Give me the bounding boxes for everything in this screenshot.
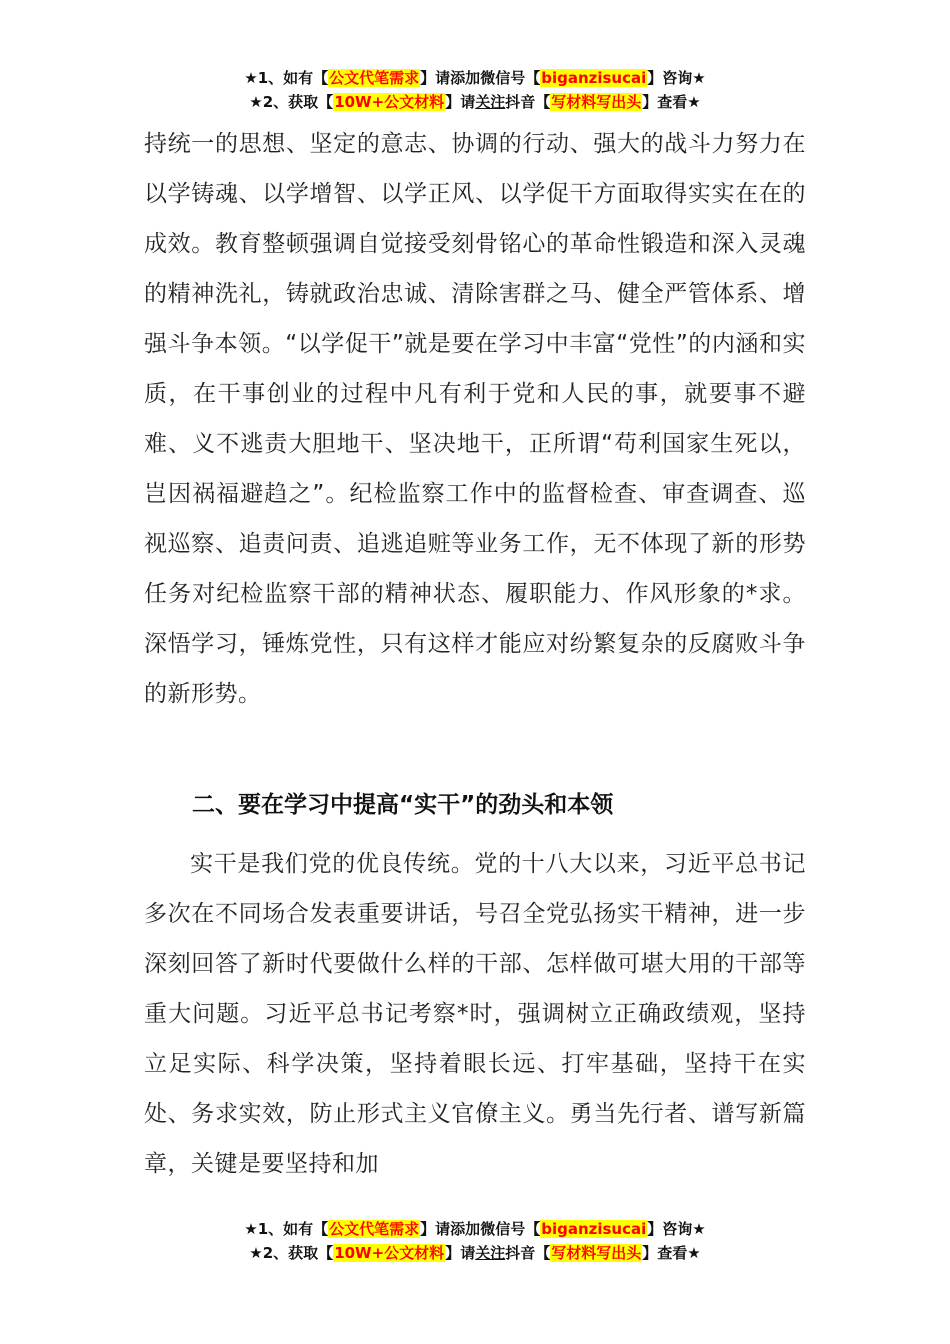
banner-text: ★1、如有【 <box>244 1220 329 1238</box>
wechat-id-highlight: biganzisucai <box>541 1220 647 1238</box>
banner-text: 】查看★ <box>642 93 701 111</box>
banner-line-1 <box>0 66 950 90</box>
banner-text: 】查看★ <box>642 1244 701 1262</box>
douyin-id-highlight: 写材料写出头 <box>551 93 642 111</box>
footer-banner <box>0 1217 950 1265</box>
banner-line-1 <box>0 1217 950 1241</box>
banner-text: 】请 <box>445 1244 476 1262</box>
banner-text: ★2、获取【 <box>249 93 334 111</box>
banner-text: 抖音【 <box>505 1244 551 1262</box>
banner-highlight: 公文代笔需求 <box>329 69 420 87</box>
banner-line-2 <box>0 90 950 114</box>
banner-text: 】请 <box>445 93 476 111</box>
banner-underline: 关注 <box>475 93 506 111</box>
banner-text: 微信号【 <box>480 69 541 87</box>
banner-line-2 <box>0 1241 950 1265</box>
section-heading: 二、要在学习中提高“实干”的劲头和本领 <box>192 792 614 818</box>
banner-text: 】请添加 <box>420 69 481 87</box>
douyin-id-highlight: 写材料写出头 <box>551 1244 642 1262</box>
banner-highlight: 公文代笔需求 <box>329 1220 420 1238</box>
paragraph-1: 持统一的思想、坚定的意志、协调的行动、强大的战斗力努力在以学铸魂、以学增智、以学正风、以学促干方面取得实实在在的成效。教育整顿强调自觉接受刻骨铭心的革命性锻造和深入灵魂的精神洗礼，铸就政治忠诚、清除害群之马、健全严管体系、增强斗争本领。“以学促干”就是要在学习中丰富“党性”的内涵和实质，在干事创业的过程中凡有利于党和人民的事，就要事不避难、义不逃责大胆地干、坚决地干，正所谓“苟利国家生死以，岂因祸福避趋之”。纪检监察工作中的监督检查、审查调查、巡视巡察、追责问责、追逃追赃等业务工作，无不体现了新的形势任务对纪检监察干部的精神状态、履职能力、作风形象的*求。深悟学习，锤炼党性，只有这样才能应对纷繁复杂的反腐败斗争的新形势。 <box>144 131 806 707</box>
paragraph-2: 实干是我们党的优良传统。党的十八大以来，习近平总书记多次在不同场合发表重要讲话，号召全党弘扬实干精神，进一步深刻回答了新时代要做什么样的干部、怎样做可堪大用的干部等重大问题。习近平总书记考察*时，强调树立正确政绩观，坚持立足实际、科学决策，坚持着眼长远、打牢基础，坚持干在实处、务求实效，防止形式主义官僚主义。勇当先行者、谱写新篇章，关键是要坚持和加 <box>144 851 806 1177</box>
banner-text: 微信号【 <box>480 1220 541 1238</box>
banner-text: 】咨询★ <box>647 69 706 87</box>
banner-text: ★1、如有【 <box>244 69 329 87</box>
banner-highlight: 10W+公文材料 <box>334 1244 445 1262</box>
banner-underline: 关注 <box>475 1244 506 1262</box>
banner-text: 抖音【 <box>505 93 551 111</box>
wechat-id-highlight: biganzisucai <box>541 69 647 87</box>
header-banner <box>0 66 950 114</box>
banner-text: 】咨询★ <box>647 1220 706 1238</box>
banner-text: 】请添加 <box>420 1220 481 1238</box>
banner-text: ★2、获取【 <box>249 1244 334 1262</box>
banner-highlight: 10W+公文材料 <box>334 93 445 111</box>
